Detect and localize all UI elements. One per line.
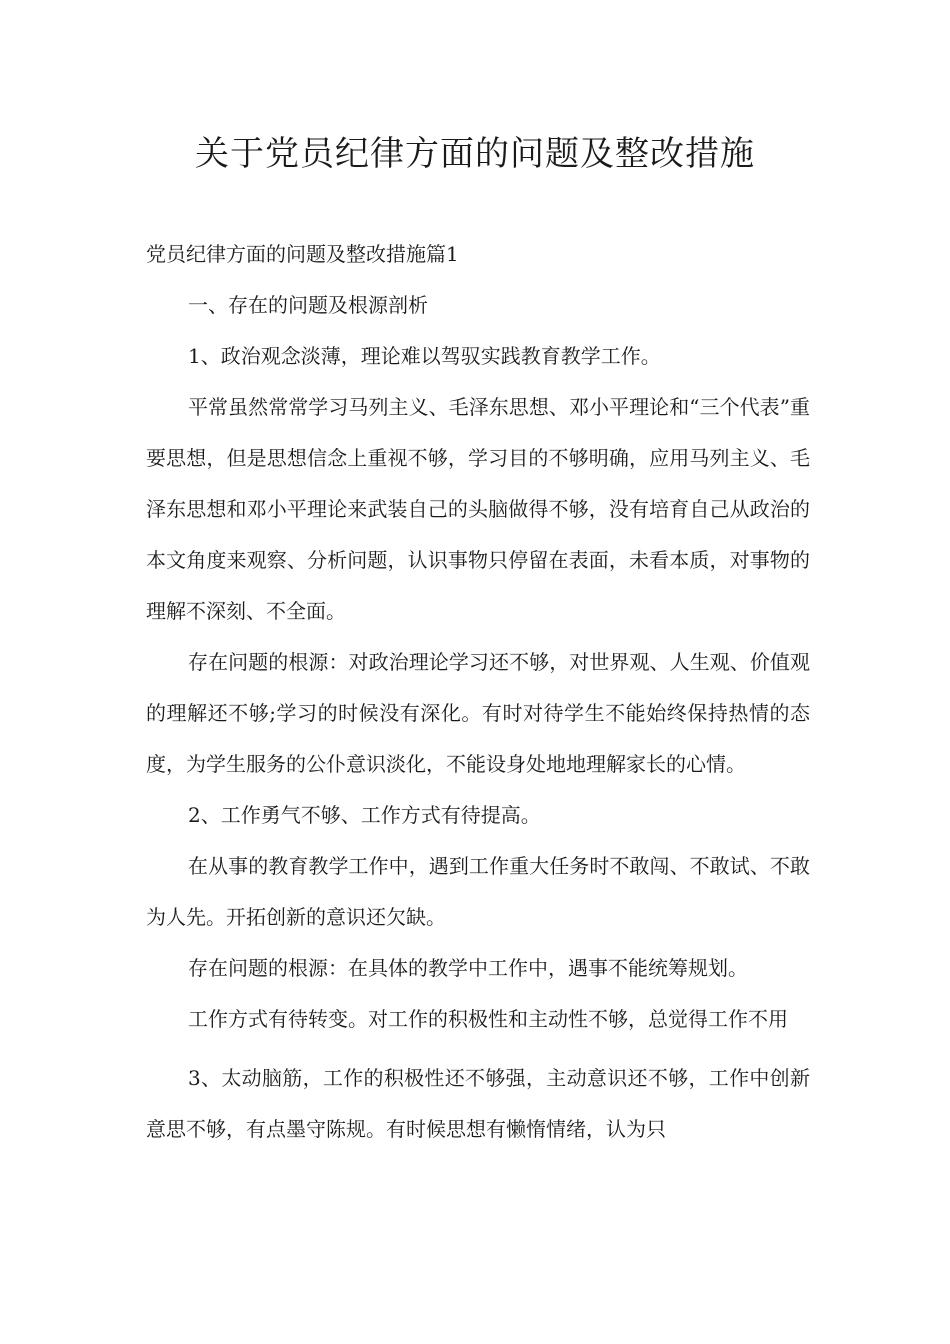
paragraph: 3、太动脑筋，工作的积极性还不够强，主动意识还不够，工作中创新意思不够，有点墨守陈规。有时候思想有懒惰情绪，认为只	[146, 1066, 810, 1141]
document-title: 关于党员纪律方面的问题及整改措施	[195, 134, 755, 174]
paragraph: 1、政治观念淡薄，理论难以驾驭实践教育教学工作。	[188, 344, 661, 368]
paragraph: 存在问题的根源：对政治理论学习还不够，对世界观、人生观、价值观的理解还不够;学习的时候没有深化。有时对待学生不能始终保持热情的态度，为学生服务的公仆意识淡化，不能设身处地地理解家长的心情。	[146, 650, 810, 776]
paragraph: 工作方式有待转变。对工作的积极性和主动性不够，总觉得工作不用	[188, 1007, 788, 1031]
paragraph: 平常虽然常常学习马列主义、毛泽东思想、邓小平理论和“三个代表”重要思想，但是思想信念上重视不够，学习目的不够明确，应用马列主义、毛泽东思想和邓小平理论来武装自己的头脑做得不够，没有培育自己从政治的本文角度来观察、分析问题，认识事物只停留在表面，未看本质，对事物的理解不深刻、不全面。	[146, 395, 810, 623]
paragraph: 一、存在的问题及根源剖析	[188, 293, 428, 317]
section-heading: 党员纪律方面的问题及整改措施篇1	[146, 242, 459, 266]
paragraph: 在从事的教育教学工作中，遇到工作重大任务时不敢闯、不敢试、不敢为人先。开拓创新的意识还欠缺。	[146, 854, 810, 929]
paragraph: 存在问题的根源：在具体的教学中工作中，遇事不能统筹规划。	[188, 956, 748, 980]
paragraph: 2、工作勇气不够、工作方式有待提高。	[188, 803, 541, 827]
document-body	[146, 229, 810, 1155]
